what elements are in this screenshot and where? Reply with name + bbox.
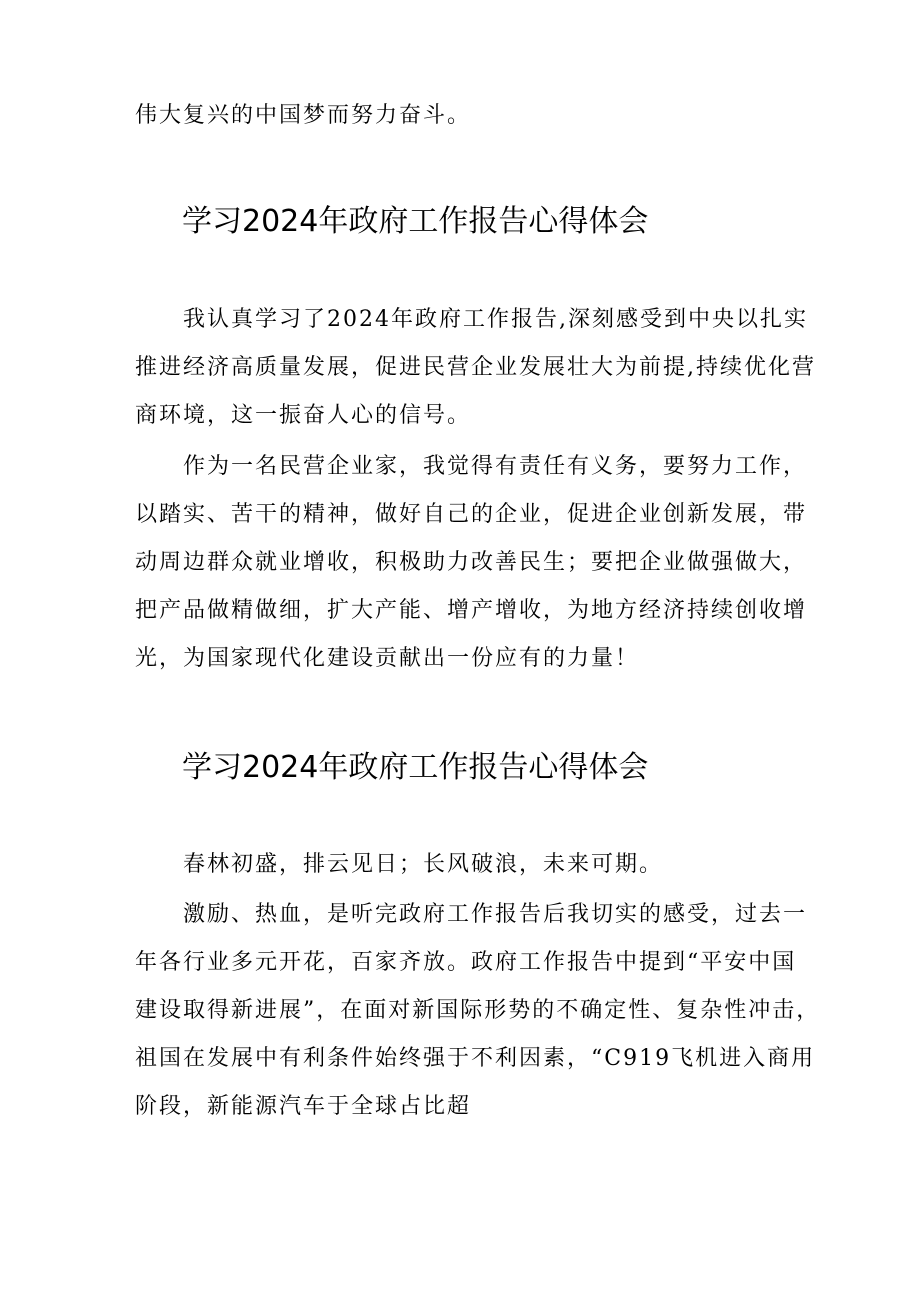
paragraph-line: 商环境，这一振奋人心的信号。 [135, 403, 472, 428]
section-heading: 学习2024年政府工作报告心得体会 [182, 750, 649, 785]
paragraph-line: 建设取得新进展”，在面对新国际形势的不确定性、复杂性冲击， [135, 998, 821, 1023]
paragraph-line: 把产品做精做细，扩大产能、增产增收，为地方经济持续创收增 [135, 598, 808, 623]
paragraph-line: 作为一名民营企业家，我觉得有责任有义务，要努力工作， [183, 454, 808, 479]
intro-line: 伟大复兴的中国梦而努力奋斗。 [135, 103, 472, 128]
paragraph-line: 动周边群众就业增收，积极助力改善民生；要把企业做强做大， [135, 550, 808, 575]
paragraph-line: 我认真学习了2024年政府工作报告,深刻感受到中央以扎实 [183, 307, 808, 332]
paragraph-line: 激励、热血，是听完政府工作报告后我切实的感受，过去一 [183, 902, 808, 927]
paragraph-line: 年各行业多元开花，百家齐放。政府工作报告中提到“平安中国 [135, 950, 797, 975]
paragraph-line: 阶段，新能源汽车于全球占比超 [135, 1094, 472, 1119]
paragraph-line: 春林初盛，排云见日；长风破浪，未来可期。 [183, 852, 664, 877]
section-heading: 学习2024年政府工作报告心得体会 [182, 204, 649, 239]
paragraph-line: 推进经济高质量发展，促进民营企业发展壮大为前提,持续优化营 [135, 355, 816, 380]
paragraph-line: 祖国在发展中有利条件始终强于不利因素，“C919飞机进入商用 [135, 1046, 816, 1071]
paragraph-line: 光，为国家现代化建设贡献出一份应有的力量！ [135, 646, 640, 671]
paragraph-line: 以踏实、苦干的精神，做好自己的企业，促进企业创新发展，带 [135, 502, 808, 527]
